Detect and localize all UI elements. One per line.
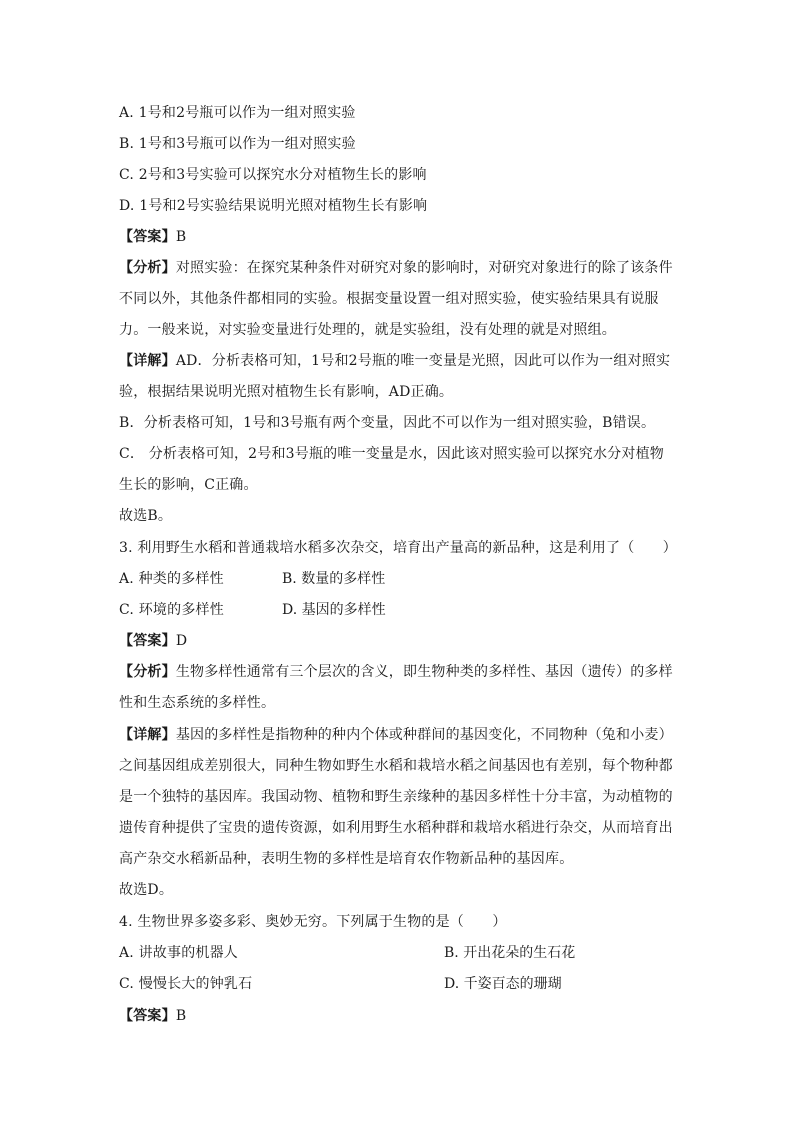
q3-detail-line-1 — [119, 725, 673, 745]
q2-option-a: A. 1号和2号瓶可以作为一组对照实验 — [119, 105, 356, 121]
detail-text: AD．分析表格可知，1号和2号瓶的唯一变量是光照，因此可以作为一组对照实 — [175, 353, 671, 369]
q4-option-c: C. 慢慢长大的钟乳石 — [119, 976, 253, 992]
q4-option-d: D. 千姿百态的珊瑚 — [444, 976, 562, 992]
q4-option-a: A. 讲故事的机器人 — [119, 945, 239, 961]
analysis-text: 对照实验：在探究某种条件对研究对象的影响时，对研究对象进行的除了该条件 — [175, 260, 673, 276]
q3-detail-line-3: 是一个独特的基因库。我国动物、植物和野生亲缘种的基因多样性十分丰富，为动植物的 — [119, 789, 673, 805]
q3-option-b: B. 数量的多样性 — [282, 571, 386, 587]
q3-option-a: A. 种类的多样性 — [119, 571, 224, 587]
answer-tag: 【答案】 — [119, 633, 176, 649]
analysis-tag: 【分析】 — [119, 260, 176, 276]
q3-answer — [119, 631, 187, 651]
detail-tag: 【详解】 — [119, 727, 176, 743]
q2-detail-line-5: 生长的影响，C正确。 — [119, 477, 258, 493]
answer-value: D — [175, 633, 188, 649]
q2-option-d: D. 1号和2号实验结果说明光照对植物生长有影响 — [119, 198, 428, 214]
answer-tag: 【答案】 — [119, 229, 176, 245]
q3-detail-line-5: 高产杂交水稻新品种，表明生物的多样性是培育农作物新品种的基因库。 — [119, 851, 574, 867]
q4-stem: 4. 生物世界多姿多彩、奥妙无穷。下列属于生物的是（ ） — [119, 914, 507, 930]
q3-analysis-line-1 — [119, 662, 673, 682]
q2-detail-line-1 — [119, 351, 670, 371]
answer-tag: 【答案】 — [119, 1008, 176, 1024]
detail-tag: 【详解】 — [119, 353, 176, 369]
q3-conclusion: 故选D。 — [119, 882, 174, 898]
q2-conclusion: 故选B。 — [119, 508, 173, 524]
q2-detail-line-2: 验，根据结果说明光照对植物生长有影响，AD正确。 — [119, 384, 454, 400]
analysis-tag: 【分析】 — [119, 664, 176, 680]
q2-detail-line-4: C． 分析表格可知，2号和3号瓶的唯一变量是水，因此该对照实验可以探究水分对植物 — [119, 446, 664, 462]
q4-answer — [119, 1006, 186, 1026]
q3-analysis-line-2: 性和生态系统的多样性。 — [119, 695, 276, 711]
q2-analysis-line-2: 不同以外，其他条件都相同的实验。根据变量设置一组对照实验，使实验结果具有说服 — [119, 291, 659, 307]
q2-option-b: B. 1号和3号瓶可以作为一组对照实验 — [119, 136, 356, 152]
answer-value: B — [175, 1008, 187, 1024]
analysis-text: 生物多样性通常有三个层次的含义，即生物种类的多样性、基因（遗传）的多样 — [175, 664, 673, 680]
q3-detail-line-2: 之间基因组成差别很大，同种生物如野生水稻和栽培水稻之间基因也有差别，每个物种都 — [119, 758, 673, 774]
q2-detail-line-3: B．分析表格可知，1号和3号瓶有两个变量，因此不可以作为一组对照实验，B错误。 — [119, 415, 656, 431]
q3-option-c: C. 环境的多样性 — [119, 602, 224, 618]
q4-option-b: B. 开出花朵的生石花 — [444, 945, 576, 961]
q2-option-c: C. 2号和3号实验可以探究水分对植物生长的影响 — [119, 167, 427, 183]
answer-value: B — [175, 229, 187, 245]
q2-answer — [119, 227, 186, 247]
q3-stem: 3. 利用野生水稻和普通栽培水稻多次杂交，培育出产量高的新品种，这是利用了（ ） — [119, 540, 678, 556]
q2-analysis-line-1 — [119, 258, 673, 278]
detail-text: 基因的多样性是指物种的种内个体或种群间的基因变化，不同物种（兔和小麦） — [175, 727, 673, 743]
q3-option-d: D. 基因的多样性 — [282, 602, 386, 618]
q2-analysis-line-3: 力。一般来说，对实验变量进行处理的，就是实验组，没有处理的就是对照组。 — [119, 322, 616, 338]
q3-detail-line-4: 遗传育种提供了宝贵的遗传资源，如利用野生水稻种群和栽培水稻进行杂交，从而培育出 — [119, 820, 673, 836]
